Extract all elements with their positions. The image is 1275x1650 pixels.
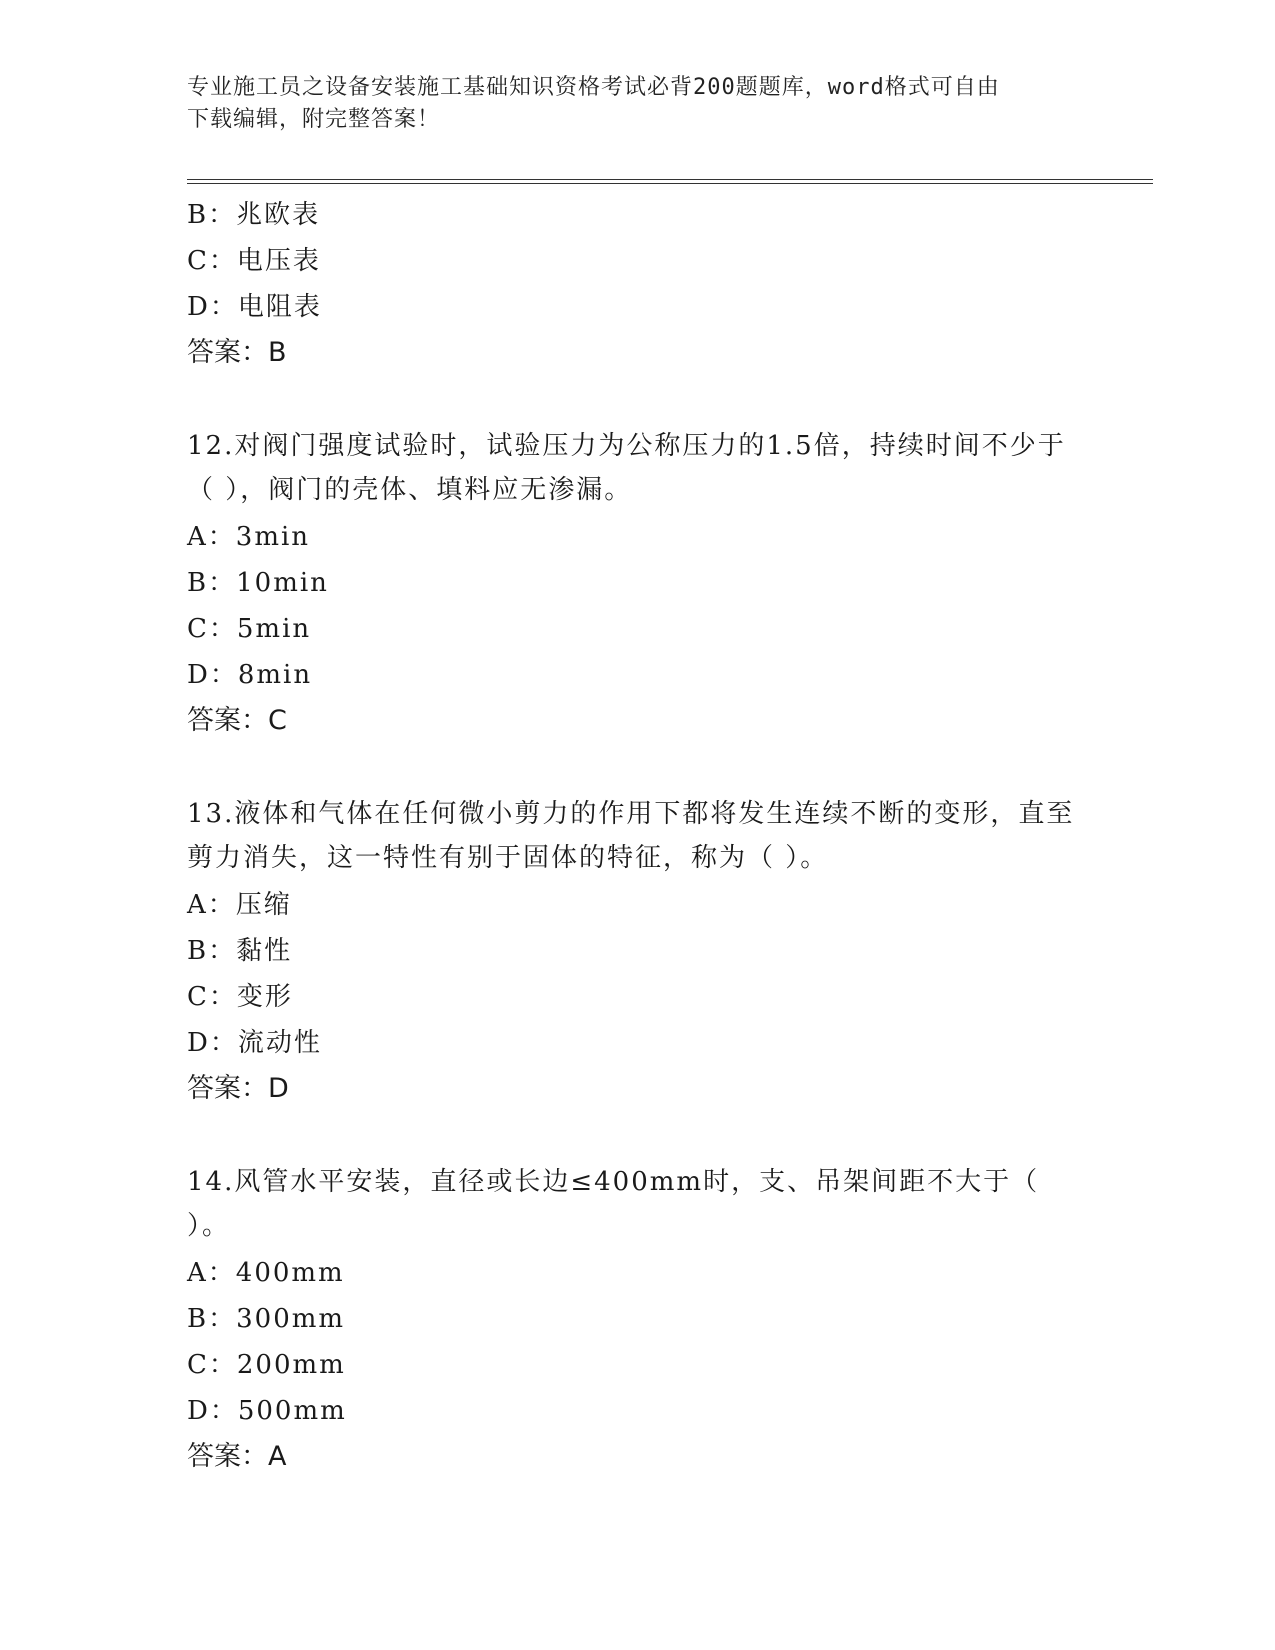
question-text: 12.对阀门强度试验时，试验压力为公称压力的1.5倍，持续时间不少于（ ），阀门的壳体、填料应无渗漏。 xyxy=(187,431,1066,505)
answer-line: 答案：D xyxy=(187,1073,289,1104)
option-c: C：200mm xyxy=(187,1350,346,1380)
question-list xyxy=(187,192,1087,1480)
answer-line: 答案：C xyxy=(187,705,287,736)
header-line-1: 专业施工员之设备安装施工基础知识资格考试必背200题题库，word格式可自由 xyxy=(187,75,1000,100)
option-a: A：400mm xyxy=(187,1258,345,1288)
question-text: 14.风管水平安装，直径或长边≤400mm时，支、吊架间距不大于（ ）。 xyxy=(187,1167,1040,1241)
option-d: D：流动性 xyxy=(187,1028,322,1058)
question-text: 13.液体和气体在任何微小剪力的作用下都将发生连续不断的变形，直至剪力消失，这一特性有别于固体的特征，称为（ ）。 xyxy=(187,799,1075,873)
option-c: C：5min xyxy=(187,614,312,644)
header-rule-top xyxy=(187,179,1153,180)
option-b: B：10min xyxy=(187,568,329,598)
option-d: D：电阻表 xyxy=(187,292,322,322)
option-d: D：8min xyxy=(187,660,313,690)
answer-line: 答案：A xyxy=(187,1441,287,1472)
option-a: A：压缩 xyxy=(187,890,292,920)
option-c: C：电压表 xyxy=(187,246,321,276)
question-12 xyxy=(187,424,1087,744)
question-14 xyxy=(187,1160,1087,1480)
option-d: D：500mm xyxy=(187,1396,347,1426)
header-line-2: 下载编辑，附完整答案！ xyxy=(187,107,441,132)
carryover-block xyxy=(187,192,1087,376)
option-c: C：变形 xyxy=(187,982,293,1012)
document-header xyxy=(187,72,1087,136)
answer-line: 答案：B xyxy=(187,337,287,368)
option-b: B：300mm xyxy=(187,1304,346,1334)
question-13 xyxy=(187,792,1087,1112)
option-b: B：黏性 xyxy=(187,936,293,966)
header-rule-bottom xyxy=(187,183,1153,184)
option-a: A：3min xyxy=(187,522,311,552)
option-b: B：兆欧表 xyxy=(187,200,321,230)
